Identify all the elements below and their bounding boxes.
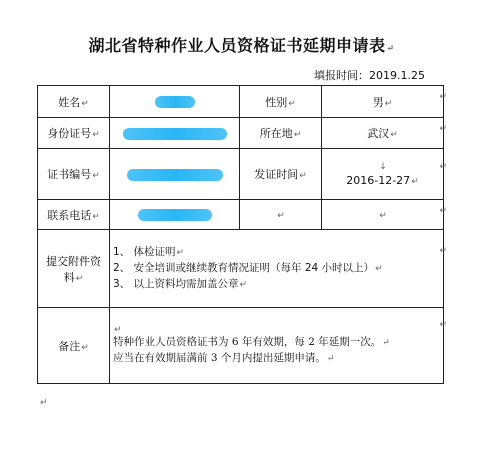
contact-label: 联系电话↵ xyxy=(38,200,110,230)
issue-label: 发证时间↵ xyxy=(240,149,322,200)
document-title: 湖北省特种作业人员资格证书延期申请表↵ xyxy=(88,36,395,55)
row-end-mark: ↵ xyxy=(439,246,447,256)
remark-label: 备注↵ xyxy=(38,308,110,384)
attach-item: 3、 以上资料均需加盖公章↵ xyxy=(113,277,248,290)
row-remarks xyxy=(38,308,444,384)
row-name xyxy=(38,86,444,118)
row-end-mark: ↵ xyxy=(439,162,447,172)
cert-label: 证书编号↵ xyxy=(38,149,110,200)
id-value xyxy=(110,118,240,149)
id-label: 身份证号↵ xyxy=(38,118,110,149)
row-end-mark: ↵ xyxy=(439,206,447,216)
location-label: 所在地↵ xyxy=(240,118,322,149)
row-id xyxy=(38,118,444,149)
redacted-id-number xyxy=(123,128,227,140)
attach-item: 1、 体检证明↵ xyxy=(113,245,185,258)
row-contact xyxy=(38,200,444,230)
redacted-phone xyxy=(138,209,212,221)
remark-line: 应当在有效期届满前 3 个月内提出延期申请。↵ xyxy=(113,351,335,364)
paragraph-mark: ↵ xyxy=(40,398,48,408)
issue-value: ↓ 2016-12-27↵ xyxy=(322,149,444,200)
row-attachments xyxy=(38,230,444,308)
location-value: 武汉↵ xyxy=(322,118,444,149)
empty-cell: ↵ xyxy=(240,200,322,230)
name-label: 姓名↵ xyxy=(38,86,110,118)
contact-value xyxy=(110,200,240,230)
remark-line: 特种作业人员资格证书为 6 年有效期，每 2 年延期一次。↵ xyxy=(113,335,390,348)
attach-list xyxy=(110,230,444,308)
gender-value: 男↵ xyxy=(322,86,444,118)
name-value xyxy=(110,86,240,118)
empty-cell: ↵ xyxy=(322,200,444,230)
row-end-mark: ↵ xyxy=(439,124,447,134)
gender-label: 性别↵ xyxy=(240,86,322,118)
redacted-name xyxy=(155,96,195,108)
cert-value xyxy=(110,149,240,200)
row-end-mark: ↵ xyxy=(439,320,447,330)
row-cert xyxy=(38,149,444,200)
remark-text: ↵ 特种作业人员资格证书为 6 年有效期，每 2 年延期一次。↵ 应当在有效期届满前 3 个月内提出延期申请。↵ xyxy=(110,308,444,384)
fill-date: 填报时间：2019.1.25 xyxy=(314,69,425,82)
row-end-mark: ↵ xyxy=(439,92,447,102)
application-form-table xyxy=(37,85,444,384)
redacted-cert-number xyxy=(127,169,223,181)
attach-item: 2、 安全培训或继续教育情况证明（每年 24 小时以上）↵ xyxy=(113,261,383,274)
attach-label: 提交附件资料↵ xyxy=(38,230,110,308)
